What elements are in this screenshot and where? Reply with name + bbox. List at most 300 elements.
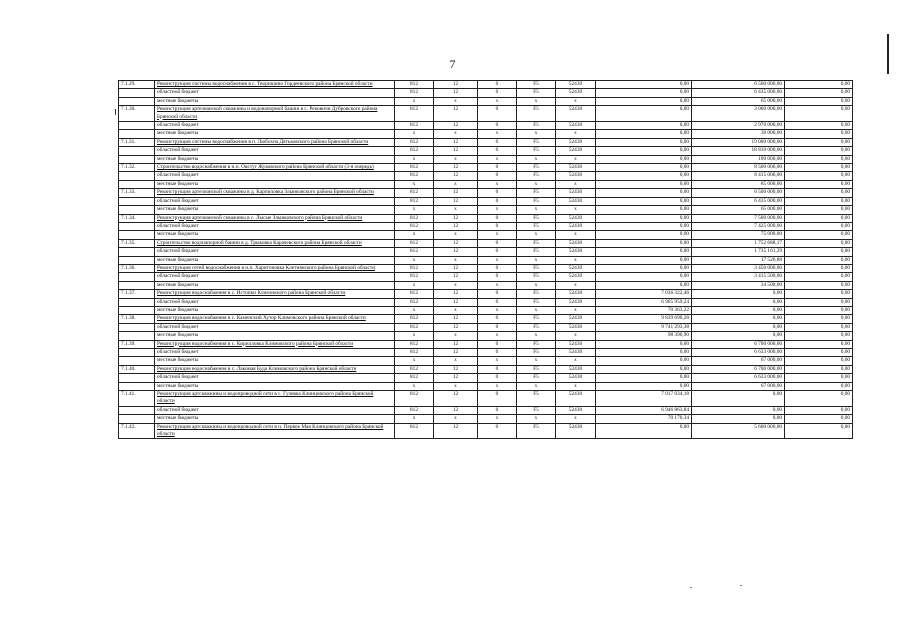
expense-code-cell: 52430 xyxy=(556,374,596,382)
section-code-cell: 12 xyxy=(434,374,478,382)
row-name-cell: местные бюджеты xyxy=(155,206,395,214)
table-subrow xyxy=(119,89,853,97)
expense-code-cell: 52430 xyxy=(556,164,596,172)
grbs-code-cell: 812 xyxy=(395,138,434,146)
row-number-cell: 7.1.33. xyxy=(119,189,155,197)
row-name-cell: местные бюджеты xyxy=(155,130,395,138)
amount-2016-cell: 1 752 688,17 xyxy=(692,239,785,247)
amount-2017-cell: 0,00 xyxy=(785,155,853,163)
expense-code-cell: 52430 xyxy=(556,81,596,89)
target-code-cell: F5 xyxy=(517,391,556,407)
subsection-code-cell: 0 xyxy=(478,147,517,155)
grbs-code-cell: x xyxy=(395,357,434,365)
amount-2015-cell: 0,00 xyxy=(596,197,692,205)
expense-code-cell: 52430 xyxy=(556,340,596,348)
amount-2016-cell: 0,00 xyxy=(692,415,785,423)
expense-code-cell: x xyxy=(556,256,596,264)
amount-2017-cell: 0,00 xyxy=(785,147,853,155)
expense-code-cell: 52430 xyxy=(556,189,596,197)
grbs-code-cell: x xyxy=(395,281,434,289)
section-code-cell: x xyxy=(434,415,478,423)
amount-2016-cell: 6 435 000,00 xyxy=(692,89,785,97)
row-name-cell: областной бюджет xyxy=(155,374,395,382)
table-subrow xyxy=(119,97,853,105)
section-code-cell: 12 xyxy=(434,315,478,323)
expense-code-cell: x xyxy=(556,206,596,214)
page-number: 7 xyxy=(449,57,456,71)
amount-2016-cell: 0,00 xyxy=(692,315,785,323)
row-number-cell: 7.1.36. xyxy=(119,264,155,272)
grbs-code-cell: 812 xyxy=(395,147,434,155)
row-name-cell: Реконструкция сетей водоснабжения в н.п. Харитоновка Клетнянского района Брянской области xyxy=(155,264,395,272)
amount-2016-cell: 5 600 000,00 xyxy=(692,423,785,439)
grbs-code-cell: x xyxy=(395,206,434,214)
subsection-code-cell: x xyxy=(478,357,517,365)
amount-2015-cell: 0,00 xyxy=(596,138,692,146)
target-code-cell: F5 xyxy=(517,189,556,197)
amount-2015-cell: 0,00 xyxy=(596,172,692,180)
expense-code-cell: 52430 xyxy=(556,106,596,122)
row-number-cell: 7.1.42. xyxy=(119,423,155,439)
row-name-cell: местные бюджеты xyxy=(155,256,395,264)
subsection-code-cell: 0 xyxy=(478,406,517,414)
section-code-cell: 12 xyxy=(434,197,478,205)
subsection-code-cell: 0 xyxy=(478,391,517,407)
grbs-code-cell: 812 xyxy=(395,164,434,172)
grbs-code-cell: 812 xyxy=(395,349,434,357)
section-code-cell: x xyxy=(434,382,478,390)
grbs-code-cell: x xyxy=(395,306,434,314)
expense-code-cell: 52430 xyxy=(556,172,596,180)
section-code-cell: x xyxy=(434,97,478,105)
target-code-cell: F5 xyxy=(517,172,556,180)
target-code-cell: F5 xyxy=(517,315,556,323)
table-subrow xyxy=(119,206,853,214)
expense-code-cell: 52430 xyxy=(556,214,596,222)
amount-2017-cell: 0,00 xyxy=(785,172,853,180)
amount-2017-cell: 0,00 xyxy=(785,406,853,414)
amount-2017-cell: 0,00 xyxy=(785,298,853,306)
section-code-cell: 12 xyxy=(434,423,478,439)
table-subrow xyxy=(119,130,853,138)
amount-2015-cell: 0,00 xyxy=(596,164,692,172)
section-code-cell: x xyxy=(434,332,478,340)
amount-2017-cell: 0,00 xyxy=(785,231,853,239)
grbs-code-cell: 812 xyxy=(395,391,434,407)
row-number-cell xyxy=(119,306,155,314)
amount-2015-cell: 0,00 xyxy=(596,189,692,197)
row-number-cell xyxy=(119,323,155,331)
amount-2016-cell: 17 526,88 xyxy=(692,256,785,264)
amount-2016-cell: 19 000 000,00 xyxy=(692,138,785,146)
expense-code-cell: x xyxy=(556,306,596,314)
amount-2015-cell: 7 036 322,46 xyxy=(596,290,692,298)
target-code-cell: F5 xyxy=(517,214,556,222)
amount-2017-cell: 0,00 xyxy=(785,281,853,289)
target-code-cell: x xyxy=(517,130,556,138)
row-number-cell xyxy=(119,248,155,256)
row-name-cell: областной бюджет xyxy=(155,122,395,130)
subsection-code-cell: x xyxy=(478,97,517,105)
grbs-code-cell: 812 xyxy=(395,122,434,130)
section-code-cell: x xyxy=(434,130,478,138)
subsection-code-cell: 0 xyxy=(478,349,517,357)
section-code-cell: 12 xyxy=(434,349,478,357)
subsection-code-cell: x xyxy=(478,306,517,314)
section-code-cell: 12 xyxy=(434,172,478,180)
amount-2015-cell: 0,00 xyxy=(596,81,692,89)
expense-code-cell: 52430 xyxy=(556,323,596,331)
section-code-cell: x xyxy=(434,206,478,214)
amount-2016-cell: 2 970 000,00 xyxy=(692,122,785,130)
grbs-code-cell: 812 xyxy=(395,248,434,256)
amount-2016-cell: 0,00 xyxy=(692,391,785,407)
row-name-cell: областной бюджет xyxy=(155,197,395,205)
grbs-code-cell: 812 xyxy=(395,365,434,373)
row-name-cell: Реконструкция системы водоснабжения в п. Любохна Дятьковского района Брянской области xyxy=(155,138,395,146)
amount-2015-cell: 7 017 034,18 xyxy=(596,391,692,407)
target-code-cell: F5 xyxy=(517,106,556,122)
subsection-code-cell: x xyxy=(478,231,517,239)
amount-2016-cell: 3 000 000,00 xyxy=(692,106,785,122)
table-subrow xyxy=(119,298,853,306)
target-code-cell: F5 xyxy=(517,147,556,155)
grbs-code-cell: 812 xyxy=(395,239,434,247)
amount-2017-cell: 0,00 xyxy=(785,222,853,230)
grbs-code-cell: x xyxy=(395,180,434,188)
expense-code-cell: 52430 xyxy=(556,248,596,256)
amount-2016-cell: 34 500,00 xyxy=(692,281,785,289)
expense-code-cell: 52430 xyxy=(556,273,596,281)
scan-speck xyxy=(740,585,742,586)
table-subrow xyxy=(119,231,853,239)
amount-2016-cell: 67 000,00 xyxy=(692,357,785,365)
row-name-cell: местные бюджеты xyxy=(155,180,395,188)
subsection-code-cell: 0 xyxy=(478,189,517,197)
grbs-code-cell: 812 xyxy=(395,189,434,197)
target-code-cell: F5 xyxy=(517,164,556,172)
section-code-cell: 12 xyxy=(434,164,478,172)
target-code-cell: x xyxy=(517,97,556,105)
amount-2017-cell: 0,00 xyxy=(785,349,853,357)
amount-2015-cell: 0,00 xyxy=(596,239,692,247)
expense-code-cell: 52430 xyxy=(556,391,596,407)
section-code-cell: 12 xyxy=(434,248,478,256)
amount-2015-cell: 0,00 xyxy=(596,340,692,348)
row-name-cell: местные бюджеты xyxy=(155,382,395,390)
row-name-cell: Реконструкция водоснабжения в с. Истопки Климовского района Брянской области xyxy=(155,290,395,298)
amount-2017-cell: 0,00 xyxy=(785,415,853,423)
amount-2017-cell: 0,00 xyxy=(785,164,853,172)
amount-2016-cell: 67 000,00 xyxy=(692,382,785,390)
target-code-cell: F5 xyxy=(517,89,556,97)
amount-2015-cell: 0,00 xyxy=(596,281,692,289)
amount-2016-cell: 0,00 xyxy=(692,298,785,306)
row-number-cell xyxy=(119,222,155,230)
amount-2016-cell: 65 000,00 xyxy=(692,206,785,214)
section-code-cell: x xyxy=(434,306,478,314)
table-row xyxy=(119,340,853,348)
table-body xyxy=(119,81,853,439)
expense-code-cell: x xyxy=(556,281,596,289)
row-name-cell: областной бюджет xyxy=(155,248,395,256)
row-name-cell: областной бюджет xyxy=(155,323,395,331)
amount-2015-cell: 0,00 xyxy=(596,365,692,373)
table-subrow xyxy=(119,349,853,357)
target-code-cell: x xyxy=(517,382,556,390)
expense-code-cell: x xyxy=(556,357,596,365)
scan-speck xyxy=(690,587,692,588)
amount-2017-cell: 0,00 xyxy=(785,189,853,197)
target-code-cell: x xyxy=(517,306,556,314)
grbs-code-cell: x xyxy=(395,415,434,423)
row-number-cell: 7.1.39. xyxy=(119,340,155,348)
target-code-cell: F5 xyxy=(517,374,556,382)
amount-2016-cell: 6 500 000,00 xyxy=(692,189,785,197)
table-row xyxy=(119,290,853,298)
expense-code-cell: x xyxy=(556,155,596,163)
row-number-cell: 7.1.34. xyxy=(119,214,155,222)
target-code-cell: x xyxy=(517,357,556,365)
section-code-cell: x xyxy=(434,155,478,163)
section-code-cell: 12 xyxy=(434,222,478,230)
amount-2017-cell: 0,00 xyxy=(785,340,853,348)
row-name-cell: местные бюджеты xyxy=(155,332,395,340)
amount-2015-cell: 0,00 xyxy=(596,357,692,365)
table-row xyxy=(119,239,853,247)
amount-2016-cell: 6 700 000,00 xyxy=(692,340,785,348)
row-number-cell xyxy=(119,298,155,306)
amount-2015-cell: 0,00 xyxy=(596,231,692,239)
row-number-cell: 7.1.38. xyxy=(119,315,155,323)
expense-code-cell: x xyxy=(556,332,596,340)
target-code-cell: F5 xyxy=(517,81,556,89)
table-row xyxy=(119,315,853,323)
grbs-code-cell: 812 xyxy=(395,315,434,323)
target-code-cell: F5 xyxy=(517,222,556,230)
amount-2017-cell: 0,00 xyxy=(785,273,853,281)
target-code-cell: F5 xyxy=(517,298,556,306)
amount-2017-cell: 0,00 xyxy=(785,374,853,382)
grbs-code-cell: 812 xyxy=(395,406,434,414)
expense-code-cell: x xyxy=(556,382,596,390)
subsection-code-cell: 0 xyxy=(478,374,517,382)
expense-code-cell: x xyxy=(556,415,596,423)
table-subrow xyxy=(119,306,853,314)
expense-code-cell: 52430 xyxy=(556,147,596,155)
amount-2015-cell: 0,00 xyxy=(596,147,692,155)
amount-2015-cell: 0,00 xyxy=(596,89,692,97)
target-code-cell: x xyxy=(517,231,556,239)
section-code-cell: 12 xyxy=(434,406,478,414)
expense-code-cell: 52430 xyxy=(556,264,596,272)
amount-2015-cell: 6 965 959,24 xyxy=(596,298,692,306)
expense-code-cell: x xyxy=(556,130,596,138)
section-code-cell: 12 xyxy=(434,106,478,122)
amount-2017-cell: 0,00 xyxy=(785,197,853,205)
amount-2015-cell: 0,00 xyxy=(596,374,692,382)
amount-2015-cell: 0,00 xyxy=(596,248,692,256)
subsection-code-cell: 0 xyxy=(478,89,517,97)
subsection-code-cell: 0 xyxy=(478,340,517,348)
amount-2017-cell: 0,00 xyxy=(785,391,853,407)
table-subrow xyxy=(119,222,853,230)
grbs-code-cell: 812 xyxy=(395,81,434,89)
amount-2017-cell: 0,00 xyxy=(785,106,853,122)
amount-2017-cell: 0,00 xyxy=(785,365,853,373)
amount-2017-cell: 0,00 xyxy=(785,306,853,314)
expense-code-cell: 52430 xyxy=(556,222,596,230)
subsection-code-cell: x xyxy=(478,155,517,163)
table-subrow xyxy=(119,248,853,256)
scan-tick-mark xyxy=(115,109,116,115)
amount-2017-cell: 0,00 xyxy=(785,89,853,97)
table-subrow xyxy=(119,256,853,264)
expense-code-cell: 52430 xyxy=(556,315,596,323)
row-number-cell: 7.1.35. xyxy=(119,239,155,247)
subsection-code-cell: 0 xyxy=(478,106,517,122)
row-number-cell xyxy=(119,89,155,97)
amount-2016-cell: 75 000,00 xyxy=(692,231,785,239)
amount-2016-cell: 0,00 xyxy=(692,290,785,298)
row-name-cell: местные бюджеты xyxy=(155,306,395,314)
grbs-code-cell: 812 xyxy=(395,374,434,382)
row-number-cell xyxy=(119,197,155,205)
row-name-cell: местные бюджеты xyxy=(155,357,395,365)
subsection-code-cell: 0 xyxy=(478,264,517,272)
row-name-cell: областной бюджет xyxy=(155,298,395,306)
amount-2015-cell: 0,00 xyxy=(596,122,692,130)
amount-2016-cell: 6 633 000,00 xyxy=(692,349,785,357)
section-code-cell: 12 xyxy=(434,147,478,155)
target-code-cell: F5 xyxy=(517,423,556,439)
table-subrow xyxy=(119,155,853,163)
grbs-code-cell: 812 xyxy=(395,273,434,281)
amount-2015-cell: 0,00 xyxy=(596,97,692,105)
amount-2015-cell: 70 363,22 xyxy=(596,306,692,314)
row-number-cell xyxy=(119,231,155,239)
budget-table xyxy=(118,80,853,439)
amount-2017-cell: 0,00 xyxy=(785,382,853,390)
row-name-cell: Реконструкция артскважины и водопроводной сети в с. Гулевка Клинцовского района Брянской области xyxy=(155,391,395,407)
target-code-cell: x xyxy=(517,256,556,264)
subsection-code-cell: x xyxy=(478,180,517,188)
subsection-code-cell: x xyxy=(478,382,517,390)
table-subrow xyxy=(119,122,853,130)
row-number-cell xyxy=(119,206,155,214)
amount-2016-cell: 1 735 161,29 xyxy=(692,248,785,256)
expense-code-cell: 52430 xyxy=(556,197,596,205)
section-code-cell: 12 xyxy=(434,122,478,130)
table-subrow xyxy=(119,415,853,423)
target-code-cell: x xyxy=(517,415,556,423)
amount-2017-cell: 0,00 xyxy=(785,180,853,188)
amount-2016-cell: 6 435 000,00 xyxy=(692,197,785,205)
row-number-cell xyxy=(119,415,155,423)
section-code-cell: x xyxy=(434,180,478,188)
amount-2016-cell: 6 500 000,00 xyxy=(692,81,785,89)
subsection-code-cell: 0 xyxy=(478,315,517,323)
target-code-cell: x xyxy=(517,180,556,188)
target-code-cell: F5 xyxy=(517,264,556,272)
section-code-cell: 12 xyxy=(434,290,478,298)
table-subrow xyxy=(119,147,853,155)
target-code-cell: F5 xyxy=(517,340,556,348)
row-name-cell: Реконструкция водоснабжения в с. Лакомая Буда Климовского района Брянской области xyxy=(155,365,395,373)
amount-2015-cell: 70 170,34 xyxy=(596,415,692,423)
expense-code-cell: 52430 xyxy=(556,122,596,130)
row-number-cell xyxy=(119,180,155,188)
row-number-cell xyxy=(119,281,155,289)
subsection-code-cell: x xyxy=(478,256,517,264)
section-code-cell: 12 xyxy=(434,365,478,373)
table-row xyxy=(119,214,853,222)
subsection-code-cell: 0 xyxy=(478,164,517,172)
amount-2017-cell: 0,00 xyxy=(785,239,853,247)
table-row xyxy=(119,81,853,89)
amount-2016-cell: 85 000,00 xyxy=(692,180,785,188)
subsection-code-cell: x xyxy=(478,332,517,340)
table-subrow xyxy=(119,323,853,331)
table-subrow xyxy=(119,172,853,180)
row-number-cell xyxy=(119,122,155,130)
section-code-cell: 12 xyxy=(434,214,478,222)
amount-2017-cell: 0,00 xyxy=(785,214,853,222)
target-code-cell: F5 xyxy=(517,323,556,331)
section-code-cell: 12 xyxy=(434,239,478,247)
subsection-code-cell: 0 xyxy=(478,214,517,222)
grbs-code-cell: 812 xyxy=(395,423,434,439)
subsection-code-cell: 0 xyxy=(478,423,517,439)
subsection-code-cell: 0 xyxy=(478,138,517,146)
amount-2015-cell: 0,00 xyxy=(596,264,692,272)
expense-code-cell: 52430 xyxy=(556,138,596,146)
target-code-cell: F5 xyxy=(517,197,556,205)
amount-2016-cell: 3 450 000,00 xyxy=(692,264,785,272)
amount-2017-cell: 0,00 xyxy=(785,290,853,298)
row-name-cell: Реконструкция системы водоснабжения в с. Творишино Гордеевского района Брянской области xyxy=(155,81,395,89)
amount-2016-cell: 65 000,00 xyxy=(692,97,785,105)
amount-2015-cell: 0,00 xyxy=(596,222,692,230)
row-number-cell xyxy=(119,357,155,365)
amount-2015-cell: 0,00 xyxy=(596,214,692,222)
table-row xyxy=(119,138,853,146)
row-number-cell xyxy=(119,147,155,155)
section-code-cell: 12 xyxy=(434,138,478,146)
amount-2017-cell: 0,00 xyxy=(785,423,853,439)
amount-2017-cell: 0,00 xyxy=(785,323,853,331)
row-name-cell: местные бюджеты xyxy=(155,415,395,423)
row-name-cell: Реконструкция артскважины и водопроводной сети в п. Первое Мая Клинцовского района Брянской области xyxy=(155,423,395,439)
row-number-cell: 7.1.37. xyxy=(119,290,155,298)
grbs-code-cell: x xyxy=(395,130,434,138)
target-code-cell: F5 xyxy=(517,365,556,373)
subsection-code-cell: 0 xyxy=(478,290,517,298)
expense-code-cell: 52430 xyxy=(556,290,596,298)
amount-2017-cell: 0,00 xyxy=(785,138,853,146)
amount-2017-cell: 0,00 xyxy=(785,206,853,214)
grbs-code-cell: 812 xyxy=(395,222,434,230)
amount-2015-cell: 0,00 xyxy=(596,273,692,281)
amount-2017-cell: 0,00 xyxy=(785,248,853,256)
section-code-cell: 12 xyxy=(434,189,478,197)
expense-code-cell: x xyxy=(556,97,596,105)
amount-2015-cell: 0,00 xyxy=(596,180,692,188)
section-code-cell: 12 xyxy=(434,273,478,281)
target-code-cell: F5 xyxy=(517,122,556,130)
amount-2016-cell: 6 700 000,00 xyxy=(692,365,785,373)
row-number-cell xyxy=(119,130,155,138)
